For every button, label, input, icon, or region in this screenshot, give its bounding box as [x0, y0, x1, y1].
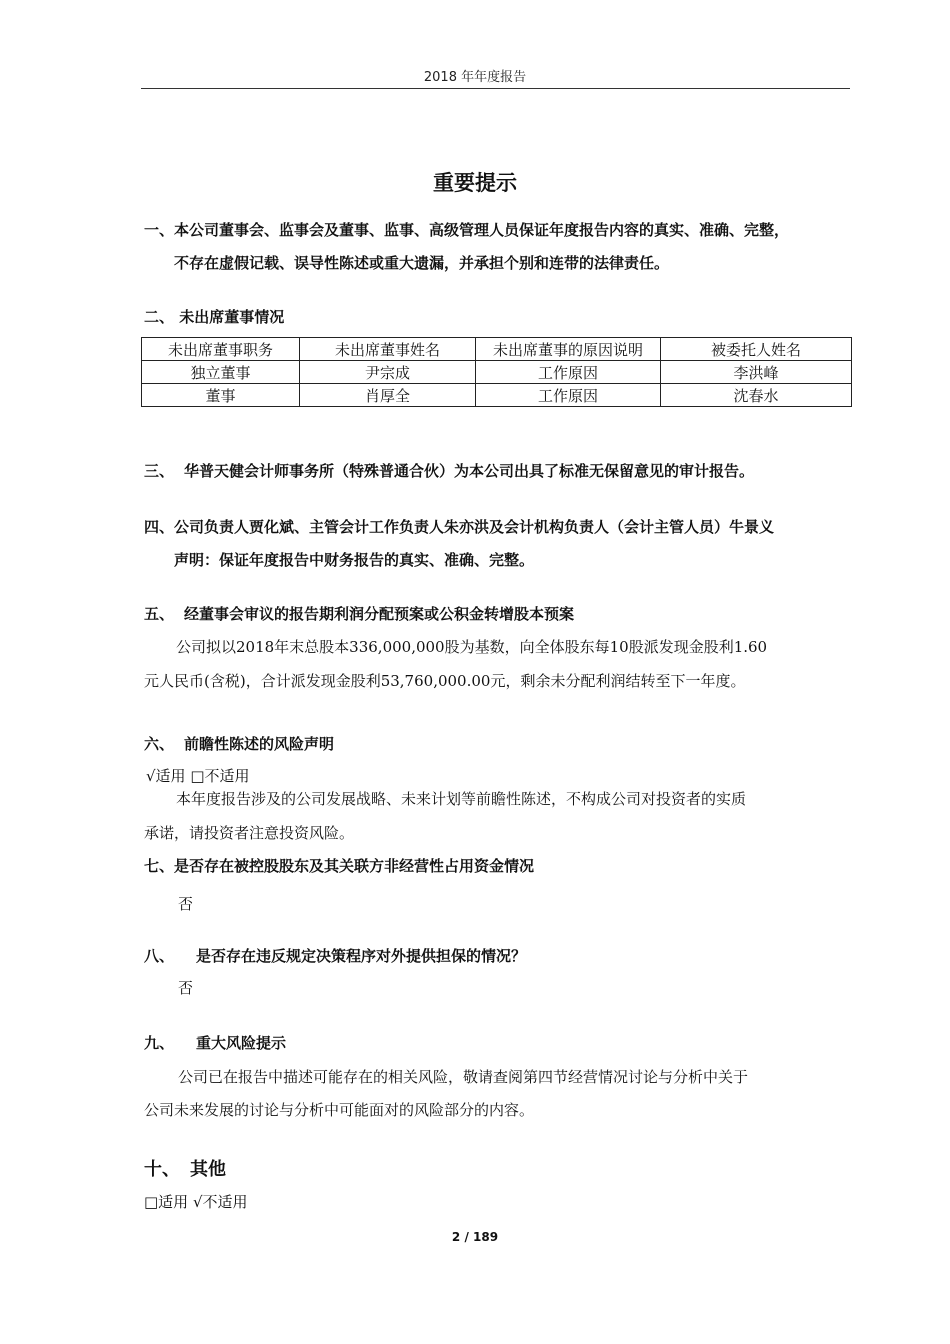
section-6-options: √适用 □不适用 [146, 767, 250, 785]
table-cell: 肖厚全 [300, 384, 476, 407]
table-header-cell: 未出席董事职务 [142, 338, 300, 361]
section-6-number: 六、 [144, 735, 175, 753]
section-3-number: 三、 [144, 462, 175, 480]
section-1-text-line2: 不存在虚假记载、误导性陈述或重大遗漏，并承担个别和连带的法律责任。 [174, 254, 670, 272]
section-10-options: □适用 √不适用 [144, 1193, 248, 1211]
section-5-body-line1: 公司拟以2018年末总股本336,000,000股为基数，向全体股东每10股派发现金股利1.60 [176, 638, 768, 656]
page-number: 2 / 189 [451, 1230, 499, 1244]
section-8-heading [144, 945, 526, 966]
table-cell: 工作原因 [476, 361, 661, 384]
section-5-title: 经董事会审议的报告期利润分配预案或公积金转增股本预案 [184, 605, 575, 623]
section-7-heading: 七、是否存在被控股股东及其关联方非经营性占用资金情况 [144, 857, 535, 875]
section-4-number: 四、 [144, 518, 175, 536]
section-10-title: 其他 [190, 1159, 226, 1180]
header-divider [141, 88, 850, 89]
section-7-answer: 否 [178, 895, 194, 913]
section-3 [144, 460, 754, 481]
table-header-cell: 未出席董事姓名 [300, 338, 476, 361]
table-header-row [142, 338, 852, 361]
section-4-text-line2: 声明：保证年度报告中财务报告的真实、准确、完整。 [174, 551, 535, 569]
section-6-body-line2: 承诺，请投资者注意投资风险。 [144, 824, 355, 842]
table-cell: 李洪峰 [661, 361, 852, 384]
section-6-body-line1: 本年度报告涉及的公司发展战略、未来计划等前瞻性陈述，不构成公司对投资者的实质 [176, 790, 747, 808]
table-cell: 工作原因 [476, 384, 661, 407]
section-8-number: 八、 [144, 947, 175, 965]
table-row [142, 361, 852, 384]
section-5-body-line2: 元人民币(含税)，合计派发现金股利53,760,000.00元，剩余未分配利润结转至下一年度。 [144, 672, 746, 690]
section-3-text: 华普天健会计师事务所（特殊普通合伙）为本公司出具了标准无保留意见的审计报告。 [184, 462, 755, 480]
section-5-number: 五、 [144, 605, 175, 623]
section-1-text-line1: 本公司董事会、监事会及董事、监事、高级管理人员保证年度报告内容的真实、准确、完整， [174, 221, 790, 239]
section-6-heading [144, 733, 334, 754]
section-1-number: 一、 [144, 221, 175, 239]
section-9-heading [144, 1032, 286, 1053]
table-cell: 独立董事 [142, 361, 300, 384]
section-4-line1 [144, 516, 774, 537]
section-2-heading: 二、 未出席董事情况 [144, 308, 285, 326]
table-header-cell: 未出席董事的原因说明 [476, 338, 661, 361]
table-row [142, 384, 852, 407]
table-cell: 尹宗成 [300, 361, 476, 384]
section-9-body-line2: 公司未来发展的讨论与分析中可能面对的风险部分的内容。 [144, 1101, 535, 1119]
section-5-heading [144, 603, 574, 624]
section-6-title: 前瞻性陈述的风险声明 [184, 735, 335, 753]
running-header: 2018 年年度报告 [423, 70, 527, 85]
table-cell: 沈春水 [661, 384, 852, 407]
section-9-title: 重大风险提示 [196, 1034, 287, 1052]
section-8-answer: 否 [178, 979, 194, 997]
absent-directors-table [141, 337, 852, 407]
section-10-heading [144, 1155, 226, 1181]
section-4-text-line1: 公司负责人贾化斌、主管会计工作负责人朱亦洪及会计机构负责人（会计主管人员）牛景义 [174, 518, 775, 536]
table-cell: 董事 [142, 384, 300, 407]
table-header-cell: 被委托人姓名 [661, 338, 852, 361]
section-9-body-line1: 公司已在报告中描述可能存在的相关风险，敬请查阅第四节经营情况讨论与分析中关于 [178, 1068, 749, 1086]
section-9-number: 九、 [144, 1034, 175, 1052]
section-10-number: 十、 [144, 1159, 180, 1180]
section-1-line1 [144, 219, 789, 240]
page-title: 重要提示 [433, 171, 517, 195]
section-8-title: 是否存在违反规定决策程序对外提供担保的情况？ [196, 947, 527, 965]
